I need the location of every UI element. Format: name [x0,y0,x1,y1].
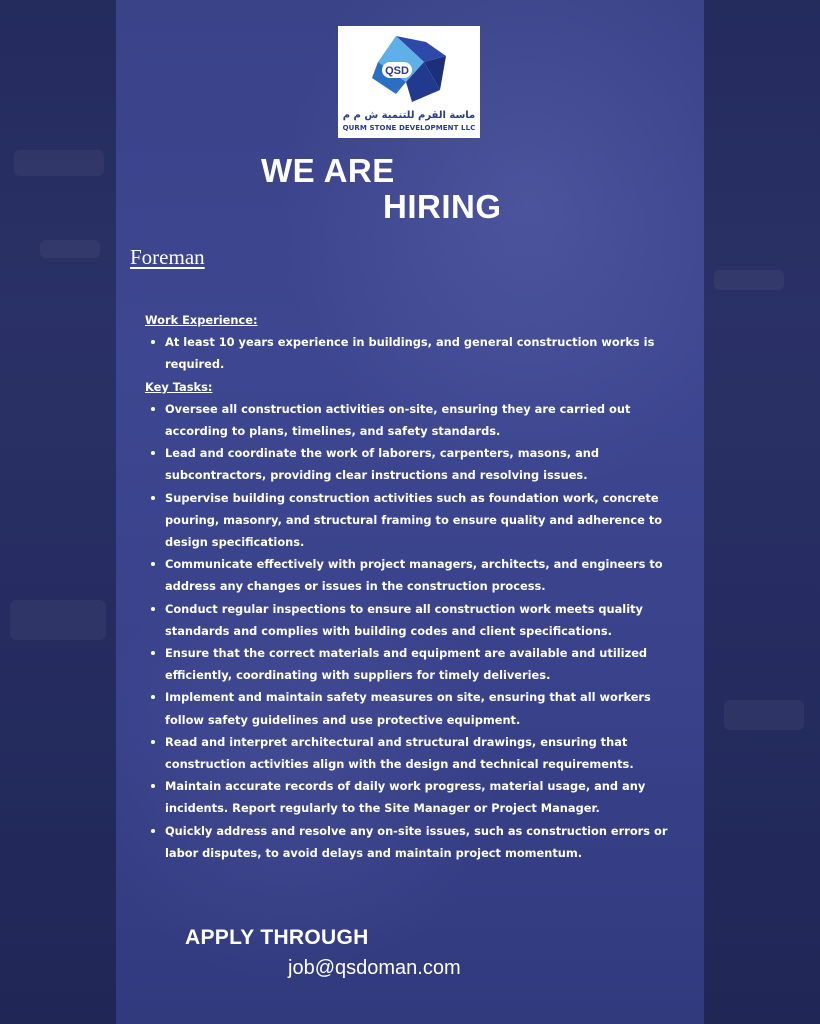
list-item: Maintain accurate records of daily work progress, material usage, and any incidents. Report regularly to the Site Manager or Project Manager. [165,775,690,819]
list-item: Quickly address and resolve any on-site issues, such as construction errors or labor disputes, to avoid delays and maintain project momentum. [165,820,690,864]
blurred-background-right [704,0,820,1024]
logo-arabic-name: ماسة القرم للتنمية ش م م [342,110,476,121]
list-item: Lead and coordinate the work of laborers, carpenters, masons, and subcontractors, providing clear instructions and resolving issues. [165,442,690,486]
key-tasks-list [145,398,690,864]
work-experience-heading: Work Experience: [145,313,258,327]
work-experience-list [145,331,690,375]
list-item: At least 10 years experience in buildings, and general construction works is required. [165,331,690,375]
job-description [145,309,690,864]
logo-english-name: QURM STONE DEVELOPMENT LLC [342,124,476,132]
list-item: Supervise building construction activities such as foundation work, concrete pouring, masonry, and structural framing to ensure quality and adherence to design specifications. [165,487,690,554]
list-item: Communicate effectively with project managers, architects, and engineers to address any changes or issues in the construction process. [165,553,690,597]
job-title: Foreman [130,245,205,269]
apply-email-link[interactable]: job@qsdoman.com [288,957,461,979]
key-tasks-heading: Key Tasks: [145,379,213,394]
diamond-logo-icon [366,32,452,108]
company-logo [338,26,480,138]
list-item: Conduct regular inspections to ensure all construction work meets quality standards and complies with building codes and client specifications. [165,598,690,642]
blurred-background-left [0,0,116,1024]
apply-through-label: APPLY THROUGH [185,926,369,949]
headline-line-1: WE ARE [261,152,395,189]
list-item: Oversee all construction activities on-site, ensuring they are carried out according to plans, timelines, and safety standards. [165,398,690,442]
list-item: Implement and maintain safety measures on site, ensuring that all workers follow safety guidelines and use protective equipment. [165,686,690,730]
list-item: Ensure that the correct materials and equipment are available and utilized efficiently, coordinating with suppliers for timely deliveries. [165,642,690,686]
hiring-poster [116,0,704,1024]
list-item: Read and interpret architectural and structural drawings, ensuring that construction activities align with the design and technical requirements. [165,731,690,775]
headline-line-2: HIRING [383,188,502,225]
logo-badge-text: QSD [385,65,409,77]
